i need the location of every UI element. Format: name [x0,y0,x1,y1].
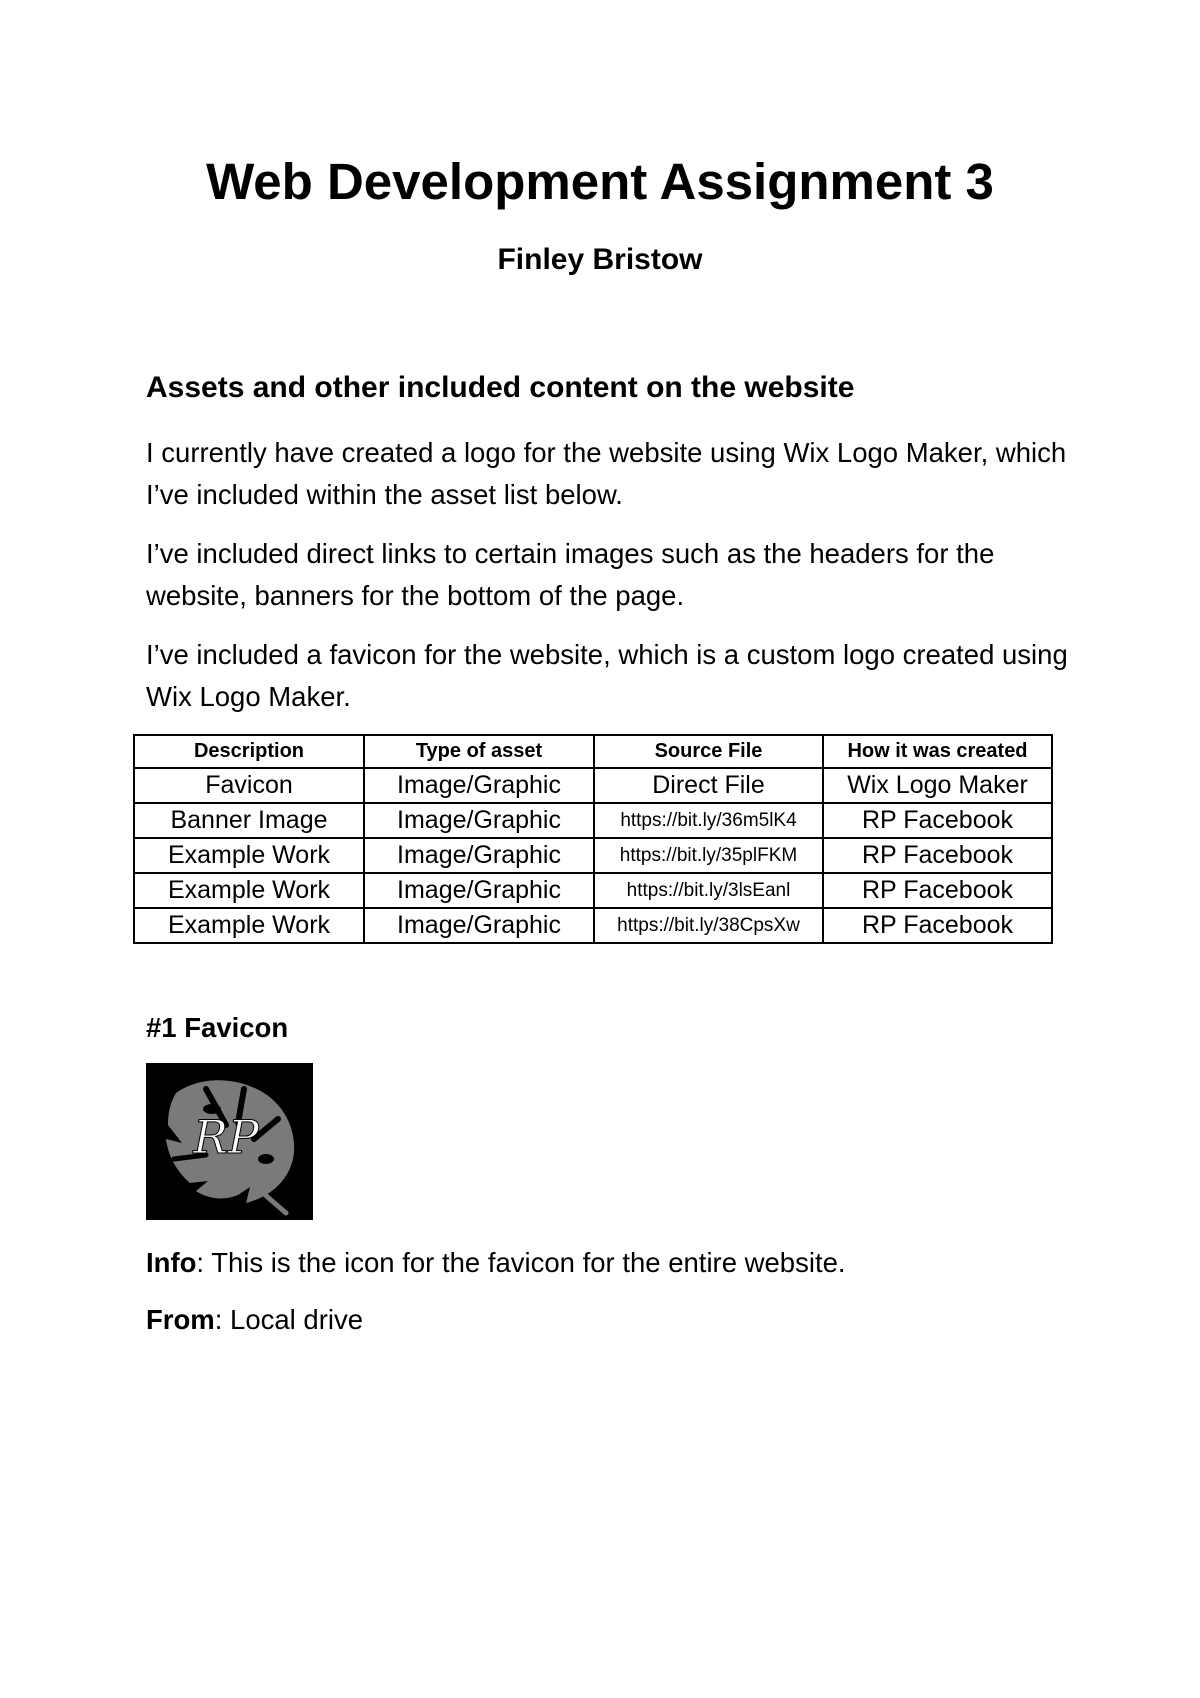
table-cell: RP Facebook [823,873,1052,908]
table-cell: Example Work [134,908,364,943]
info-line [146,1243,846,1283]
table-row [134,768,1052,803]
table-header-row [134,735,1052,768]
table-cell: Image/Graphic [364,838,594,873]
paragraph: I’ve included direct links to certain images such as the headers for the website, banners for the bottom of the page. [146,538,995,611]
info-text: : This is the icon for the favicon for the entire website. [196,1247,846,1278]
document-title: Web Development Assignment 3 [206,153,994,210]
table-cell: Image/Graphic [364,768,594,803]
source-link[interactable]: https://bit.ly/38CpsXw [594,908,823,943]
table-row [134,908,1052,943]
monstera-leaf-icon [146,1063,313,1220]
table-cell: Favicon [134,768,364,803]
table-cell: RP Facebook [823,803,1052,838]
asset-table [133,734,1053,944]
source-link[interactable]: https://bit.ly/36m5lK4 [594,803,823,838]
table-cell: Wix Logo Maker [823,768,1052,803]
source-link[interactable]: https://bit.ly/35plFKM [594,838,823,873]
table-cell: Banner Image [134,803,364,838]
paragraph: I currently have created a logo for the website using Wix Logo Maker, which I’ve included within the asset list below. [146,437,1067,510]
table-cell: Image/Graphic [364,803,594,838]
table-row [134,803,1052,838]
favicon-logo-image [146,1063,313,1220]
document-author: Finley Bristow [497,243,703,276]
table-cell: Example Work [134,838,364,873]
table-cell: RP Facebook [823,908,1052,943]
from-text: : Local drive [214,1304,364,1335]
table-cell: Direct File [594,768,823,803]
table-row [134,838,1052,873]
info-label: Info [146,1247,197,1278]
table-cell: Example Work [134,873,364,908]
table-row [134,873,1052,908]
favicon-heading: #1 Favicon [146,1012,289,1043]
table-cell: Image/Graphic [364,908,594,943]
from-label: From [146,1304,215,1335]
table-cell: Image/Graphic [364,873,594,908]
source-link[interactable]: https://bit.ly/3lsEanl [594,873,823,908]
table-cell: RP Facebook [823,838,1052,873]
column-header-created: How it was created [823,735,1052,768]
column-header-description: Description [134,735,364,768]
column-header-source: Source File [594,735,823,768]
from-line [146,1300,363,1340]
section-heading: Assets and other included content on the website [146,371,855,404]
column-header-type: Type of asset [364,735,594,768]
paragraph: I’ve included a favicon for the website, which is a custom logo created using Wix Logo Maker. [146,639,1068,712]
logo-text: RP [193,1110,259,1164]
